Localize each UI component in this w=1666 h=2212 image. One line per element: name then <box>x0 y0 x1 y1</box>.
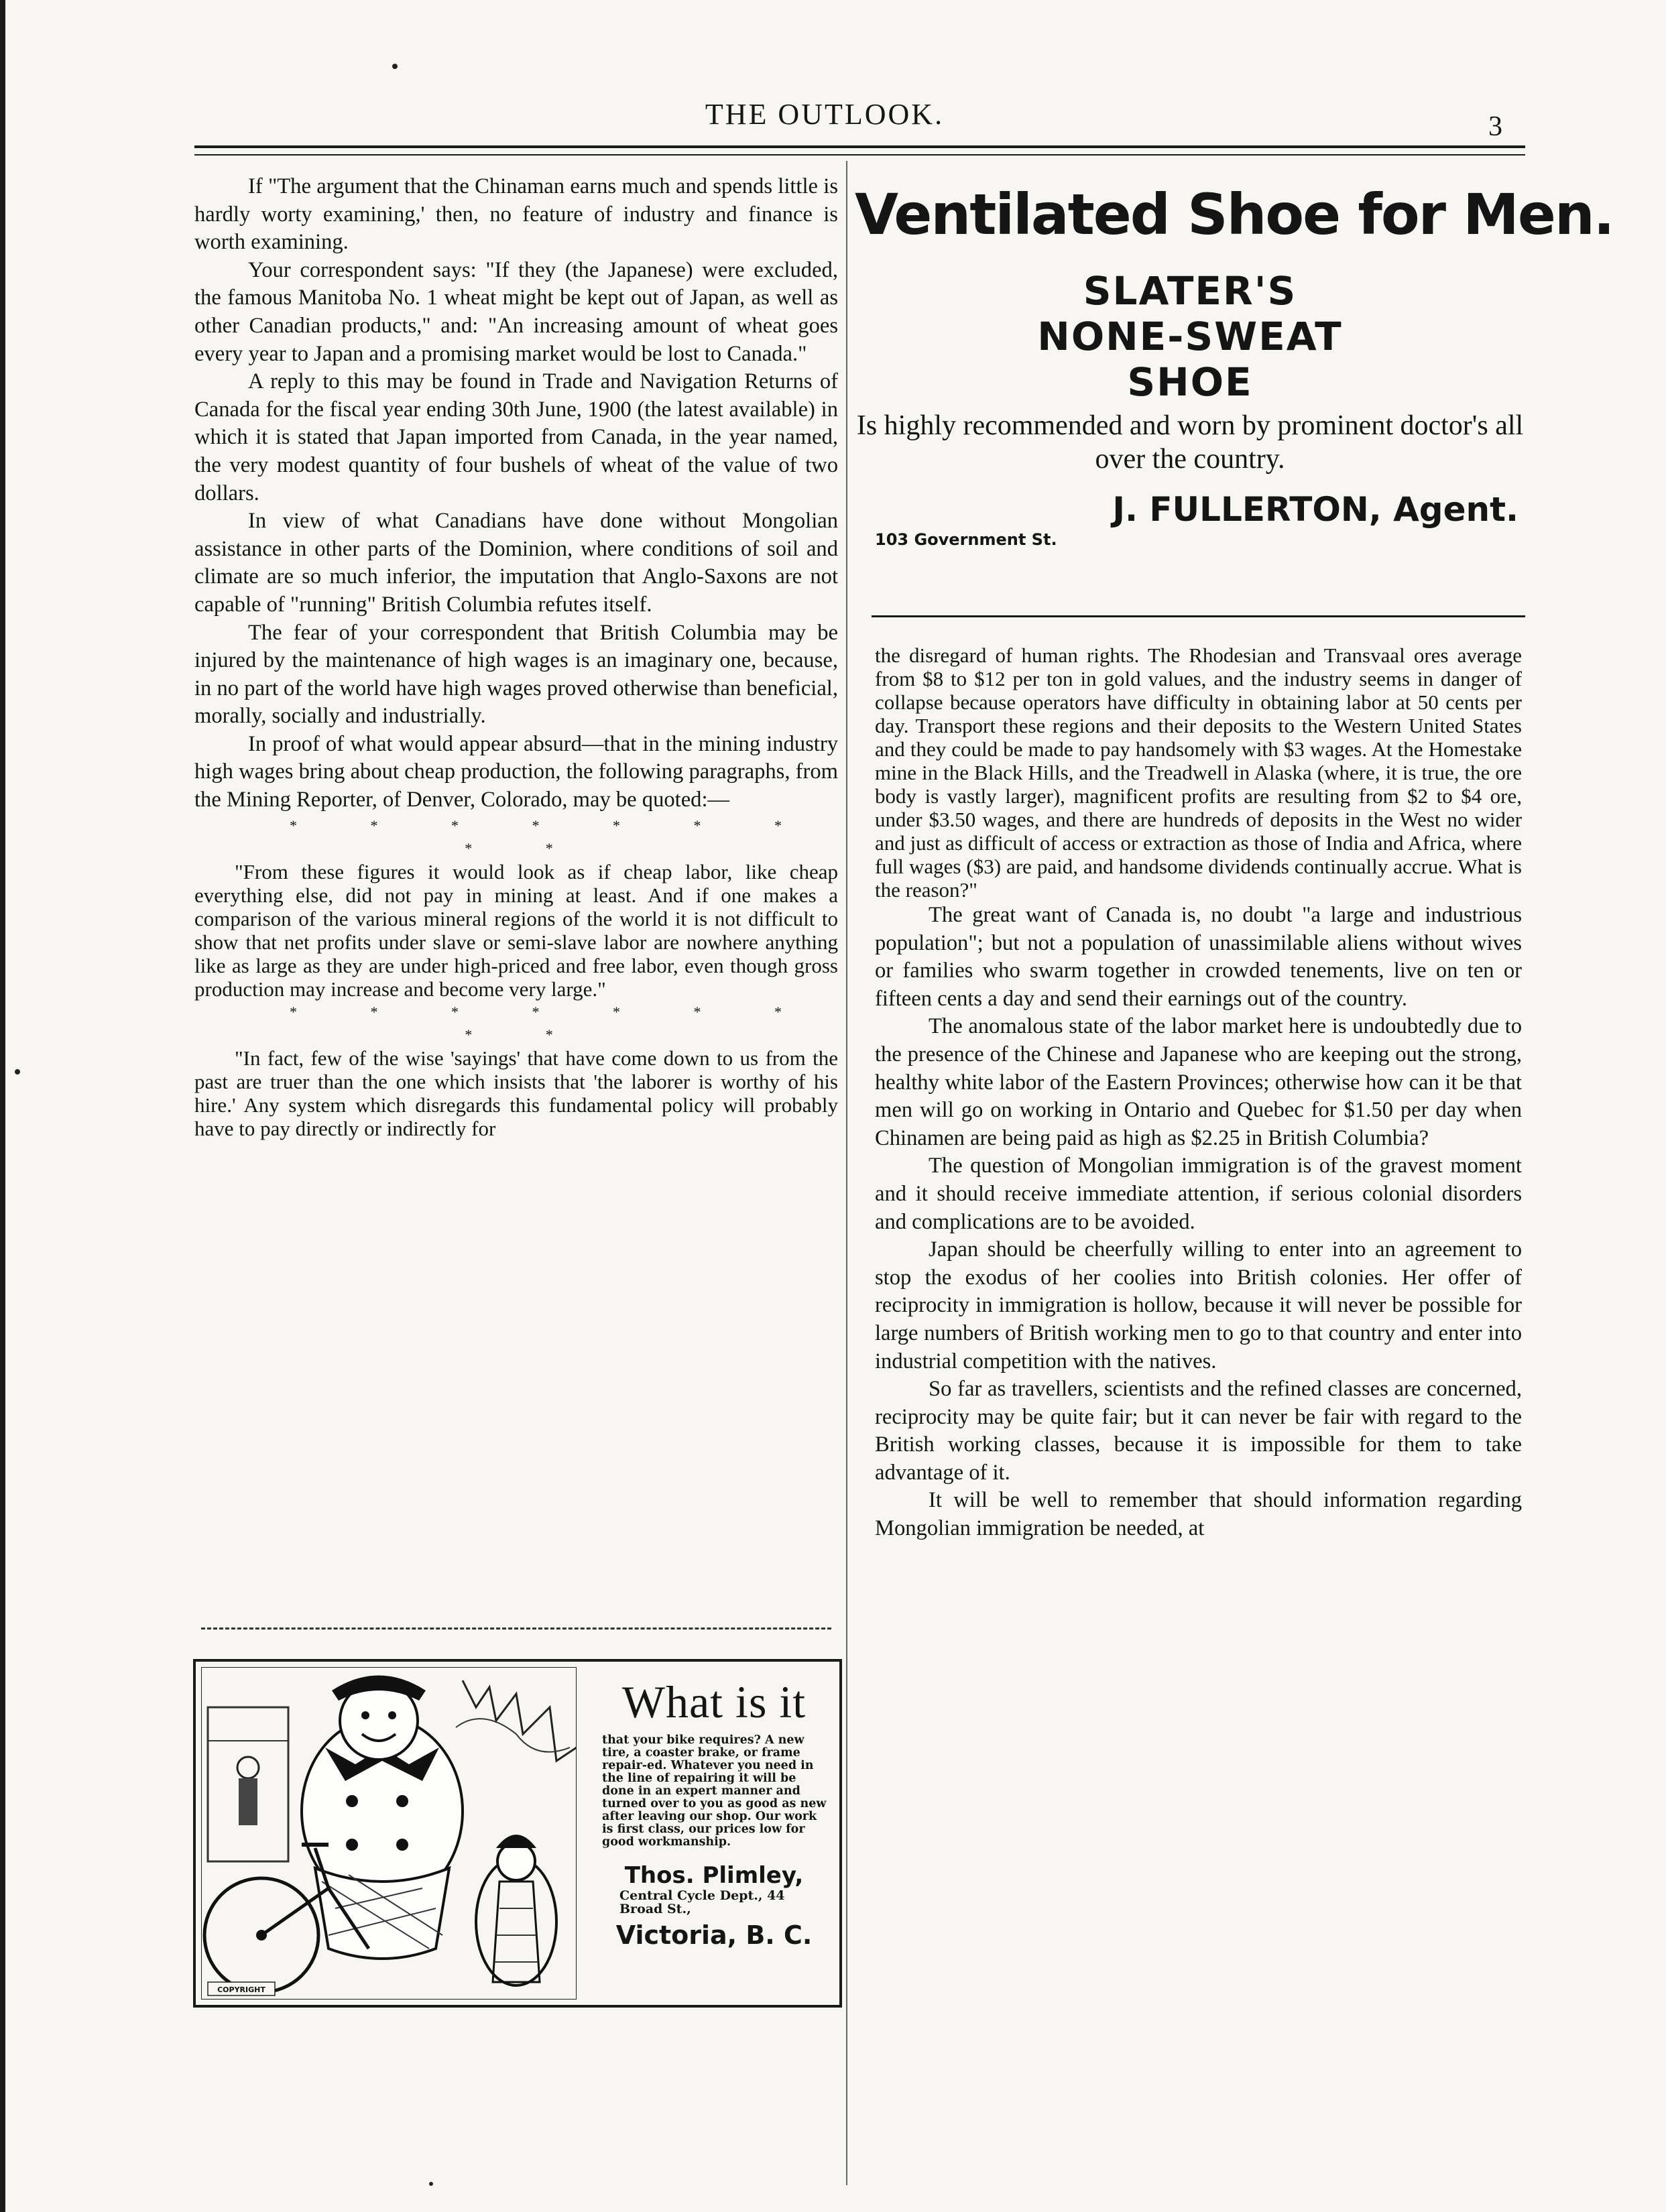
article-paragraph: The question of Mongolian immigration is of the gravest moment and it should receive immediate attention, if serious colonial disorders and complications are to be avoided. <box>875 1154 1522 1234</box>
bike-ad-body: that your bike requires? A new tire, a coaster brake, or frame repair-ed. Whatever you need in the line of repairing it will be done in an expert manner and turned over to you as good as new after leaving our shop. Our work is first class, our prices low for good workmanship. <box>602 1733 827 1849</box>
asterism-separator: * * * * * * * * * <box>290 1003 817 1043</box>
bike-ad-city: Victoria, B. C. <box>615 1920 813 1950</box>
article-paragraph: The great want of Canada is, no doubt "a large and industrious population"; but not a population of unassimilable aliens without wives or families who swarm together in crowded tenements, live on ten or fifteen cents a day and send their earnings out of the country. <box>875 903 1522 1011</box>
bike-ad-top-rule <box>201 1627 831 1630</box>
shoe-advertisement <box>855 181 1614 550</box>
quoted-paragraph: "From these figures it would look as if cheap labor, like cheap everything else, did not pay in mining at least. And if one makes a comparison of the various mineral regions of the world it is not difficult to show that net profits under slave or semi-slave labor are nowhere anything like as large as they are under high-priced and free labor, even though gross production may increase and become very large." <box>194 859 838 1001</box>
shoe-ad-address: 103 Government St. <box>875 530 1057 549</box>
bike-rider-illustration <box>201 1667 577 2000</box>
asterism-separator: * * * * * * * * * <box>290 816 817 857</box>
left-column-article <box>194 173 838 1140</box>
bike-ad-department: Central Cycle Dept., 44 Broad St., <box>619 1888 785 1916</box>
ad-bottom-rule <box>872 615 1525 617</box>
article-paragraph: So far as travellers, scientists and the refined classes are concerned, reciprocity may be quite fair; but it can never be fair with regard to the British working classes, because it is impossible for them to take advantage of it. <box>875 1377 1522 1485</box>
article-paragraph: If "The argument that the Chinaman earns much and spends little is hardly worty examining,' then, no feature of industry and finance is worth examining. <box>194 174 838 255</box>
article-paragraph: In view of what Canadians have done without Mongolian assistance in other parts of the Dominion, where conditions of soil and climate are so much inferior, the imputation that Anglo-Saxons are not capable of "running" British Columbia refutes itself. <box>194 509 838 617</box>
shoe-ad-brand-line: NONE-SWEAT <box>1037 314 1343 359</box>
page-number: 3 <box>1488 111 1502 142</box>
shoe-ad-headline: Ventilated Shoe for Men. <box>855 182 1614 247</box>
bike-ad-text <box>597 1675 831 1951</box>
shoe-ad-brand <box>855 268 1525 405</box>
article-paragraph: The anomalous state of the labor market here is undoubtedly due to the presence of the Chinese and Japanese who are keeping out the strong, healthy white labor of the Eastern Provinces; otherwise how can it be that men will go on working in Ontario and Quebec for $1.50 per day when Chinamen are being paid as high as $2.25 in British Columbia? <box>875 1014 1522 1150</box>
shoe-ad-description: Is highly recommended and worn by prominent doctor's all over the country. <box>856 410 1524 475</box>
shoe-ad-brand-line: SHOE <box>1127 359 1253 405</box>
print-speck <box>392 64 398 69</box>
continued-quote: the disregard of human rights. The Rhodesian and Transvaal ores average from $8 to $12 per ton in gold values, and the industry seems in danger of collapse because operators have difficulty in obtaining labor at 50 cents per day. Transport these regions and their deposits to the Western United States and they could be made to pay handsomely with $3 wages. At the Homestake mine in the Black Hills, and the Treadwell in Alaska (where, it is true, the ore body is vastly larger), magnificent profits are resulting from $2 to $4 ore, under $3.50 wages, and there are hundreds of deposits in the West no wider and just as difficult of access or extraction as those of India and Africa, where full wages ($3) are paid, and handsome dividends continually accrue. What is the reason?" <box>875 643 1522 902</box>
quoted-paragraph: "In fact, few of the wise 'sayings' that have come down to us from the past are truer than the one which insists that 'the laborer is worthy of his hire.' Any system which disregards this fundamental policy will probably have to pay directly or indirectly for <box>194 1046 838 1140</box>
page-header-title: THE OUTLOOK. <box>705 98 945 131</box>
column-divider <box>846 161 847 2185</box>
article-paragraph: Your correspondent says: "If they (the Japanese) were excluded, the famous Manitoba No. 1 wheat might be kept out of Japan, as well as other Canadian products," and: "An increasing amount of wheat goes every year to Japan and a promising market would be lost to Canada." <box>194 257 838 366</box>
article-paragraph: In proof of what would appear absurd—that in the mining industry high wages bring about cheap production, the following paragraphs, from the Mining Reporter, of Denver, Colorado, may be quoted:— <box>194 731 838 812</box>
header-rule-top <box>194 145 1525 148</box>
bike-ad-dealer: Thos. Plimley, <box>624 1862 804 1889</box>
print-speck <box>429 2182 433 2186</box>
article-paragraph: It will be well to remember that should information regarding Mongolian immigration be needed, at <box>875 1488 1522 1541</box>
shoe-ad-brand-line: SLATER'S <box>1083 268 1297 314</box>
illustration-credit: COPYRIGHT <box>217 1985 265 1994</box>
shoe-ad-agent: J. FULLERTON, Agent. <box>1112 490 1519 529</box>
article-paragraph: Japan should be cheerfully willing to enter into an agreement to stop the exodus of her coolies into British colonies. Her offer of reciprocity in immigration is hollow, because it will never be possible for large numbers of British working men to go to that country and enter into industrial competition with the natives. <box>875 1237 1522 1373</box>
right-column-article <box>875 643 1522 1543</box>
header-rule-bottom <box>194 154 1525 156</box>
article-paragraph: The fear of your correspondent that British Columbia may be injured by the maintenance of high wages is an imaginary one, because, in no part of the world have high wages proved otherwise than beneficial, morally, socially and industrially. <box>194 620 838 729</box>
article-paragraph: A reply to this may be found in Trade and Navigation Returns of Canada for the fiscal year ending 30th June, 1900 (the latest available) in which it is stated that Japan imported from Canada, in the year named, the very modest quantity of four bushels of wheat of the value of two dollars. <box>194 369 838 505</box>
bicycle-advertisement <box>193 1659 842 2008</box>
print-speck <box>15 1069 20 1074</box>
bike-ad-heading: What is it <box>621 1676 807 1727</box>
page-edge-binding <box>0 0 5 2212</box>
